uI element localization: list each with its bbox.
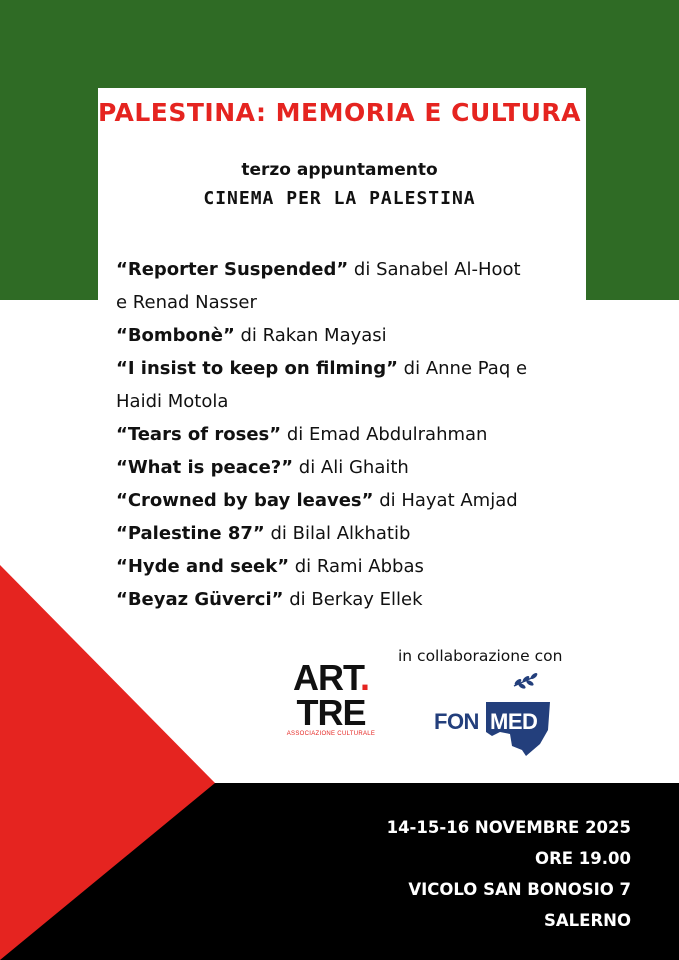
arttre-logo-word2: TRE (296, 692, 366, 733)
event-time: ORE 19.00 (535, 849, 631, 868)
event-city: SALERNO (544, 911, 631, 930)
film-title: “I insist to keep on filming” (116, 358, 398, 379)
film-title: “Bombonè” (116, 325, 235, 346)
film-director: di Berkay Ellek (283, 589, 423, 610)
fonmed-logo-part1: FON (434, 709, 479, 734)
film-director: di Rami Abbas (289, 556, 424, 577)
film-line (116, 319, 586, 352)
event-info (387, 812, 631, 936)
event-series-title: CINEMA PER LA PALESTINA (203, 188, 476, 209)
film-title: “Crowned by bay leaves” (116, 490, 374, 511)
film-title: “Palestine 87” (116, 523, 265, 544)
film-line (116, 517, 586, 550)
film-line (116, 451, 586, 484)
film-director: di Anne Paq e (397, 358, 528, 379)
film-director: di Bilal Alkhatib (264, 523, 411, 544)
film-title: “Beyaz Güverci” (116, 589, 284, 610)
event-title: PALESTINA: MEMORIA E CULTURA (97, 98, 582, 127)
arttre-logo-tagline: ASSOCIAZIONE CULTURALE (286, 731, 376, 737)
film-director: di Sanabel Al-Hoot (348, 259, 521, 280)
film-line (116, 484, 586, 517)
film-director: Haidi Motola (116, 391, 229, 412)
film-line (116, 352, 586, 385)
film-line (116, 583, 586, 616)
fonmed-logo (430, 672, 560, 762)
arttre-logo (283, 657, 379, 744)
arttre-logo-word1: ART. (292, 657, 369, 698)
film-director: e Renad Nasser (116, 292, 257, 313)
film-director: di Hayat Amjad (373, 490, 518, 511)
film-line (116, 286, 586, 319)
film-list (116, 253, 586, 616)
collaboration-label: in collaborazione con (398, 647, 563, 665)
film-line (116, 418, 586, 451)
film-director: di Emad Abdulrahman (281, 424, 488, 445)
film-line (116, 253, 586, 286)
film-director: di Rakan Mayasi (234, 325, 387, 346)
event-subtitle: terzo appuntamento (241, 160, 438, 180)
event-address: VICOLO SAN BONOSIO 7 (408, 880, 631, 899)
fonmed-logo-part2: MED (490, 709, 538, 734)
film-director: di Ali Ghaith (293, 457, 409, 478)
film-title: “Reporter Suspended” (116, 259, 349, 280)
film-title: “Hyde and seek” (116, 556, 290, 577)
film-line (116, 550, 586, 583)
film-title: “What is peace?” (116, 457, 294, 478)
film-title: “Tears of roses” (116, 424, 282, 445)
film-line (116, 385, 586, 418)
event-dates: 14-15-16 NOVEMBRE 2025 (386, 818, 631, 837)
